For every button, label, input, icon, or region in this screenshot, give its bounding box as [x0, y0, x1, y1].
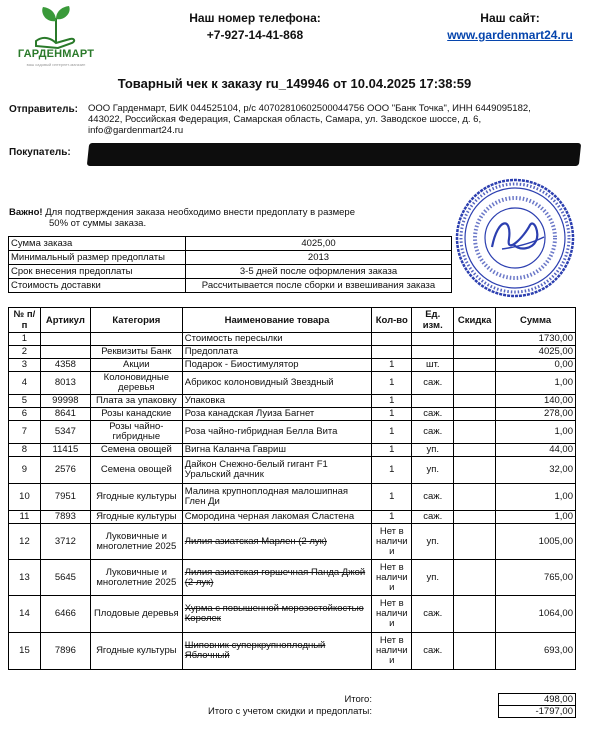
phone-number: +7-927-14-41-868 — [206, 28, 304, 42]
sender-line: ООО Гарденмарт, БИК 044525104, р/с 40702810602500044756 ООО "Банк Точка", ИНН 6449095182, — [88, 103, 531, 114]
summary-label: Сумма заказа — [9, 237, 186, 251]
discount-cell — [454, 372, 496, 395]
sum-cell: 140,00 — [496, 395, 576, 408]
row-number: 12 — [9, 524, 41, 560]
summary-table — [8, 236, 452, 293]
row-number: 6 — [9, 408, 41, 421]
unit-cell: саж. — [412, 372, 454, 395]
discount-cell — [454, 524, 496, 560]
article-cell: 8641 — [40, 408, 90, 421]
category-cell: Семена овощей — [90, 444, 182, 457]
product-name-cell: Вигна Каланча Гавриш — [182, 444, 372, 457]
totals-table — [8, 693, 576, 718]
summary-row — [9, 265, 452, 279]
unit-cell — [412, 346, 454, 359]
row-number: 5 — [9, 395, 41, 408]
sum-cell: 765,00 — [496, 560, 576, 596]
row-number: 11 — [9, 511, 41, 524]
discount-cell — [454, 457, 496, 484]
important-line2: 50% от суммы заказа. — [49, 218, 147, 229]
table-row — [9, 395, 576, 408]
sum-cell: 0,00 — [496, 359, 576, 372]
sender-line: info@gardenmart24.ru — [88, 125, 184, 136]
summary-label: Срок внесения предоплаты — [9, 265, 186, 279]
article-cell: 5347 — [40, 421, 90, 444]
product-name-cell: Шиповник суперкрупноплодный Яблочный — [182, 633, 372, 670]
product-name-cell: Смородина черная лакомая Сластена — [182, 511, 372, 524]
product-name-cell: Дайкон Снежно-белый гигант F1 Уральский дачник — [182, 457, 372, 484]
unit-cell — [412, 333, 454, 346]
discount-cell — [454, 421, 496, 444]
quantity-cell: 1 — [372, 372, 412, 395]
unit-cell: шт. — [412, 359, 454, 372]
discount-cell — [454, 511, 496, 524]
receipt-title: Товарный чек к заказу ru_149946 от 10.04.2025 17:38:59 — [117, 76, 472, 91]
sum-cell: 32,00 — [496, 457, 576, 484]
category-cell: Розы чайно-гибридные — [90, 421, 182, 444]
category-cell: Семена овощей — [90, 457, 182, 484]
company-stamp — [454, 177, 576, 299]
phone-label: Наш номер телефона: — [189, 11, 321, 25]
unit-cell: уп. — [412, 524, 454, 560]
product-name-cell: Предоплата — [182, 346, 372, 359]
article-cell: 7893 — [40, 511, 90, 524]
quantity-cell: Нет в наличи и — [372, 633, 412, 670]
sum-cell: 44,00 — [496, 444, 576, 457]
quantity-cell: 1 — [372, 395, 412, 408]
category-cell — [90, 333, 182, 346]
table-row — [9, 444, 576, 457]
article-cell: 3712 — [40, 524, 90, 560]
article-cell: 8013 — [40, 372, 90, 395]
article-cell: 4358 — [40, 359, 90, 372]
category-cell: Луковичные и многолетние 2025 — [90, 524, 182, 560]
unit-cell: саж. — [412, 633, 454, 670]
category-cell: Плата за упаковку — [90, 395, 182, 408]
product-name-cell: Подарок - Биостимулятор — [182, 359, 372, 372]
total-value: 498,00 — [499, 694, 576, 706]
quantity-cell: Нет в наличи и — [372, 596, 412, 633]
summary-value: Рассчитывается после сборки и взвешивания заказа — [186, 279, 452, 293]
category-cell: Плодовые деревья — [90, 596, 182, 633]
unit-cell: саж. — [412, 421, 454, 444]
summary-value: 3-5 дней после оформления заказа — [186, 265, 452, 279]
quantity-cell: 1 — [372, 359, 412, 372]
sender-label: Отправитель: — [9, 104, 78, 115]
sum-cell: 1005,00 — [496, 524, 576, 560]
product-name-cell: Абрикос колоновидный Звездный — [182, 372, 372, 395]
col-header: Наименование товара — [182, 308, 372, 333]
row-number: 4 — [9, 372, 41, 395]
unit-cell: саж. — [412, 511, 454, 524]
article-cell: 11415 — [40, 444, 90, 457]
summary-label: Стоимость доставки — [9, 279, 186, 293]
important-line1: Для подтверждения заказа необходимо внести предоплату в размере — [42, 207, 355, 218]
discount-cell — [454, 484, 496, 511]
discount-cell — [454, 444, 496, 457]
quantity-cell: 1 — [372, 457, 412, 484]
article-cell: 99998 — [40, 395, 90, 408]
category-cell: Ягодные культуры — [90, 484, 182, 511]
product-name-cell: Лилия азиатская Марлен (2 лук) — [182, 524, 372, 560]
important-bold: Важно! — [9, 207, 43, 218]
category-cell: Ягодные культуры — [90, 511, 182, 524]
important-note — [9, 207, 449, 229]
article-cell: 7951 — [40, 484, 90, 511]
category-cell: Ягодные культуры — [90, 633, 182, 670]
discount-cell — [454, 346, 496, 359]
final-total-row — [8, 706, 576, 718]
table-row — [9, 346, 576, 359]
col-header: № п/п — [9, 308, 41, 333]
col-header: Кол-во — [372, 308, 412, 333]
row-number: 13 — [9, 560, 41, 596]
sum-cell: 4025,00 — [496, 346, 576, 359]
phone-block — [170, 11, 340, 42]
product-name-cell: Стоимость пересылки — [182, 333, 372, 346]
table-row — [9, 457, 576, 484]
category-cell: Реквизиты Банк — [90, 346, 182, 359]
row-number: 10 — [9, 484, 41, 511]
category-cell: Колоновидные деревья — [90, 372, 182, 395]
sum-cell: 1064,00 — [496, 596, 576, 633]
product-name-cell: Роза канадская Луиза Багнет — [182, 408, 372, 421]
row-number: 1 — [9, 333, 41, 346]
quantity-cell: 1 — [372, 484, 412, 511]
sum-cell: 1,00 — [496, 484, 576, 511]
product-name-cell: Роза чайно-гибридная Белла Вита — [182, 421, 372, 444]
discount-cell — [454, 395, 496, 408]
plant-hand-icon — [6, 3, 106, 49]
row-number: 8 — [9, 444, 41, 457]
quantity-cell — [372, 346, 412, 359]
col-header: Ед. изм. — [412, 308, 454, 333]
table-row — [9, 333, 576, 346]
site-block — [420, 11, 589, 42]
quantity-cell: 1 — [372, 408, 412, 421]
col-header: Сумма — [496, 308, 576, 333]
table-row — [9, 596, 576, 633]
quantity-cell: Нет в наличи и — [372, 560, 412, 596]
discount-cell — [454, 359, 496, 372]
discount-cell — [454, 408, 496, 421]
category-cell: Розы канадские — [90, 408, 182, 421]
category-cell: Луковичные и многолетние 2025 — [90, 560, 182, 596]
col-header: Артикул — [40, 308, 90, 333]
article-cell: 2576 — [40, 457, 90, 484]
discount-cell — [454, 560, 496, 596]
logo-tagline: ваш садовый интернет-магазин — [26, 62, 86, 67]
table-row — [9, 359, 576, 372]
row-number: 14 — [9, 596, 41, 633]
row-number: 3 — [9, 359, 41, 372]
col-header: Скидка — [454, 308, 496, 333]
table-row — [9, 372, 576, 395]
product-name-cell: Малина крупноплодная малошипная Глен Ди — [182, 484, 372, 511]
buyer-label: Покупатель: — [9, 147, 71, 158]
summary-value: 4025,00 — [186, 237, 452, 251]
row-number: 15 — [9, 633, 41, 670]
sum-cell: 693,00 — [496, 633, 576, 670]
unit-cell: саж. — [412, 484, 454, 511]
quantity-cell: 1 — [372, 421, 412, 444]
category-cell: Акции — [90, 359, 182, 372]
discount-cell — [454, 333, 496, 346]
sender-details — [88, 103, 588, 136]
quantity-cell: Нет в наличи и — [372, 524, 412, 560]
buyer-redaction — [87, 143, 581, 166]
article-cell — [40, 346, 90, 359]
product-name-cell: Лилия азиатская горшечная Панда Джой (2 лук) — [182, 560, 372, 596]
total-label: Итого: — [344, 694, 372, 705]
table-row — [9, 421, 576, 444]
table-row — [9, 560, 576, 596]
table-row — [9, 484, 576, 511]
quantity-cell: 1 — [372, 444, 412, 457]
table-row — [9, 633, 576, 670]
unit-cell — [412, 395, 454, 408]
article-cell: 6466 — [40, 596, 90, 633]
table-row — [9, 408, 576, 421]
table-header-row — [9, 308, 576, 333]
table-row — [9, 524, 576, 560]
article-cell: 7896 — [40, 633, 90, 670]
unit-cell: уп. — [412, 444, 454, 457]
final-total-value: -1797,00 — [499, 706, 576, 718]
row-number: 2 — [9, 346, 41, 359]
sum-cell: 278,00 — [496, 408, 576, 421]
total-row — [8, 694, 576, 706]
product-name-cell: Хурма с повышенной морозостойкостью Королек — [182, 596, 372, 633]
quantity-cell — [372, 333, 412, 346]
summary-value: 2013 — [186, 251, 452, 265]
sum-cell: 1,00 — [496, 421, 576, 444]
row-number: 9 — [9, 457, 41, 484]
site-label: Наш сайт: — [480, 11, 540, 25]
discount-cell — [454, 596, 496, 633]
company-logo — [6, 3, 106, 73]
unit-cell: саж. — [412, 408, 454, 421]
quantity-cell: 1 — [372, 511, 412, 524]
summary-row — [9, 279, 452, 293]
article-cell — [40, 333, 90, 346]
unit-cell: уп. — [412, 560, 454, 596]
unit-cell: уп. — [412, 457, 454, 484]
site-link[interactable]: www.gardenmart24.ru — [447, 28, 573, 42]
sum-cell: 1730,00 — [496, 333, 576, 346]
sender-line: 443022, Российская Федерация, Самарская область, Самара, ул. Заводское шоссе, д. 6, — [88, 114, 482, 125]
article-cell: 5645 — [40, 560, 90, 596]
final-total-label: Итого с учетом скидки и предоплаты: — [207, 706, 372, 717]
col-header: Категория — [90, 308, 182, 333]
summary-label: Минимальный размер предоплаты — [9, 251, 186, 265]
summary-row — [9, 237, 452, 251]
sum-cell: 1,00 — [496, 372, 576, 395]
product-name-cell: Упаковка — [182, 395, 372, 408]
items-table — [8, 307, 576, 670]
table-row — [9, 511, 576, 524]
row-number: 7 — [9, 421, 41, 444]
logo-name: ГАРДЕНМАРТ — [17, 48, 95, 60]
discount-cell — [454, 633, 496, 670]
summary-row — [9, 251, 452, 265]
sum-cell: 1,00 — [496, 511, 576, 524]
unit-cell: саж. — [412, 596, 454, 633]
